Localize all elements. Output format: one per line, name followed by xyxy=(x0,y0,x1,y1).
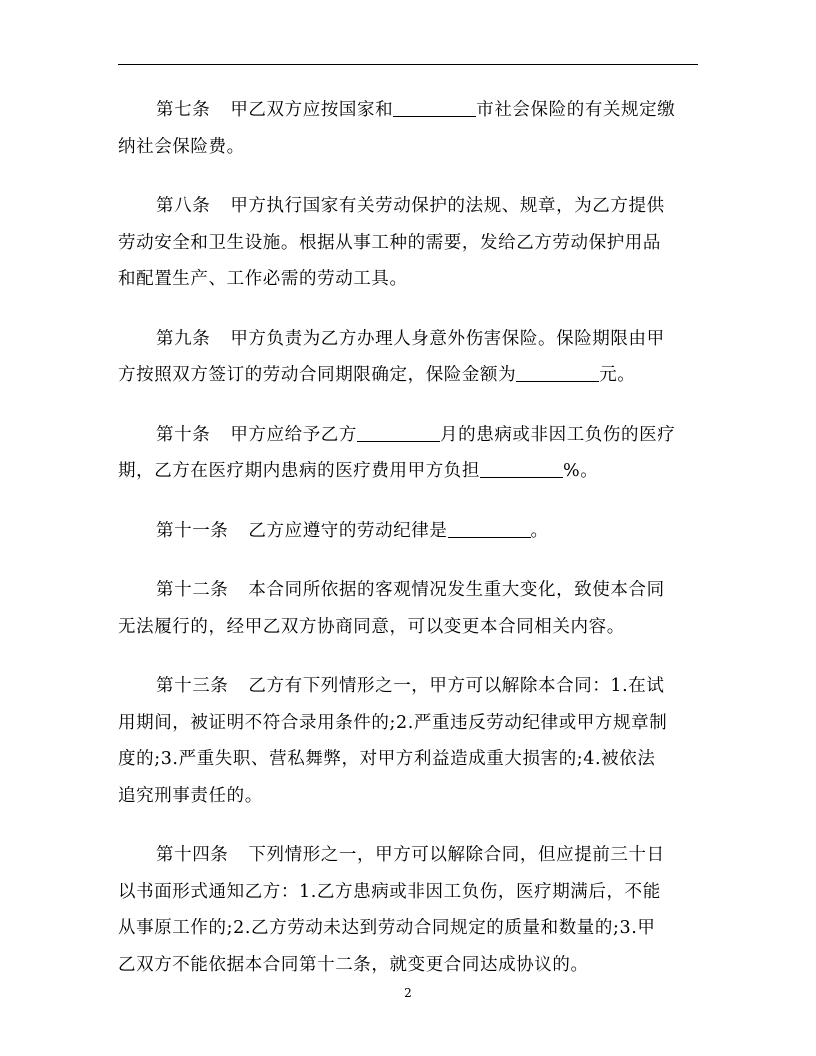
article-14: 第十四条 下列情形之一，甲方可以解除合同，但应提前三十日 以书面形式通知乙方：1.乙方患病或非因工负伤，医疗期满后，不能 从事原工作的;2.乙方劳动未达到劳动合同规定的质量和数量的;3.甲 乙双方不能依据本合同第十二条，就变更合同达成协议的。 xyxy=(118,845,665,975)
page-number: 2 xyxy=(404,986,412,1000)
header-rule xyxy=(118,64,698,65)
article-7-line-1: 第七条 甲乙双方应按国家和 市社会保险的有关规定缴 xyxy=(156,100,676,120)
article-14-number: 第十四条 xyxy=(156,845,229,865)
article-8: 第八条 甲方执行国家有关劳动保护的法规、规章，为乙方提供 劳动安全和卫生设施。根据从事工种的需要，发给乙方劳动保护用品 和配置生产、工作必需的劳动工具。 xyxy=(118,196,665,289)
blank-medical-percent[interactable] xyxy=(480,459,563,478)
blank-city[interactable] xyxy=(393,98,476,117)
article-12: 第十二条 本合同所依据的客观情况发生重大变化，致使本合同 无法履行的，经甲乙双方协商同意，可以变更本合同相关内容。 xyxy=(118,580,665,637)
article-10: 第十条 甲方应给予乙方 月的患病或非因工负伤的医疗 期，乙方在医疗期内患病的医疗费用甲方负担 %。 xyxy=(118,424,676,481)
article-7 xyxy=(118,92,698,165)
article-8-number: 第八条 xyxy=(156,196,211,216)
article-13: 第十三条 乙方有下列情形之一，甲方可以解除本合同：1.在试 用期间，被证明不符合录用条件的;2.严重违反劳动纪律或甲方规章制 度的;3.严重失职、营私舞弊，对甲方利益造成重大损害的;4.被依法 追究刑事责任的。 xyxy=(118,676,668,806)
article-12-number: 第十二条 xyxy=(156,580,229,600)
article-10-number: 第十条 xyxy=(156,424,211,445)
blank-medical-months[interactable] xyxy=(357,423,440,442)
blank-labor-discipline[interactable] xyxy=(448,519,531,538)
article-7-line-2: 纳社会保险费。 xyxy=(118,136,245,157)
article-9-number: 第九条 xyxy=(156,328,211,349)
article-11: 第十一条 乙方应遵守的劳动纪律是 。 xyxy=(156,520,549,541)
article-13-number: 第十三条 xyxy=(156,676,229,696)
article-11-number: 第十一条 xyxy=(156,520,229,541)
article-9: 第九条 甲方负责为乙方办理人身意外伤害保险。保险期限由甲 方按照双方签订的劳动合同期限确定，保险金额为 元。 xyxy=(118,328,665,385)
article-7-number: 第七条 xyxy=(156,100,211,120)
blank-insurance-amount[interactable] xyxy=(516,363,599,382)
contract-body xyxy=(118,92,698,1006)
